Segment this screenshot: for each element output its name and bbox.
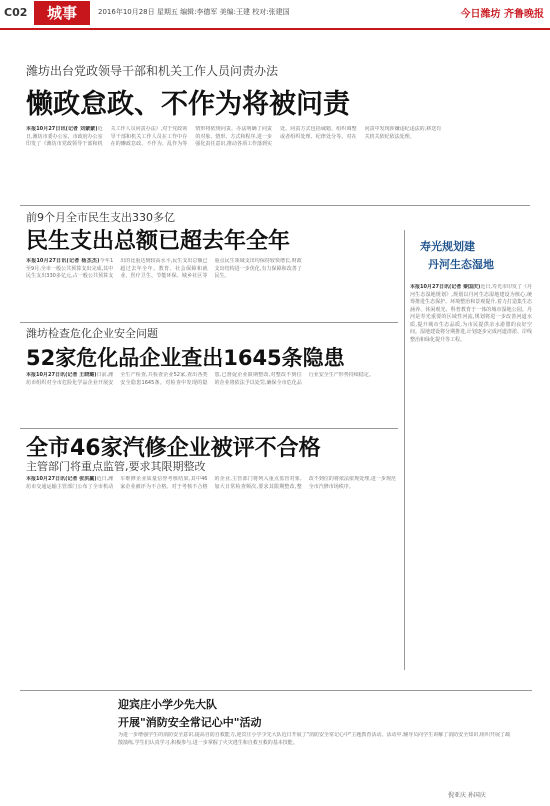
section-label: 城事 [34,1,90,25]
edition-meta: 2016年10月28日 星期五 编辑:李德军 美编:王建 校对:张建国 [98,8,290,16]
sidebar2-title-b: 开展"消防安全常记心中"活动 [118,716,262,729]
article2-kicker: 前9个月全市民生支出330多亿 [26,211,175,224]
article2-text: 今年1至9月,全市一般公共预算支出完成,其中民生支出330多亿元,占一般公共预算支出的比重达到较高水平,民生支出总额已超过去年全年。教育、社会保障和就业、医疗卫生、节能环保、城乡社区等重点民生领域支出均保持较快增长,财政支出结构进一步优化,有力保障和改善了民生。 [26,258,302,279]
article2-lead: 本报10月27日讯(记者 杨杰杰) [26,258,100,264]
article4-text: 近日,潍坊市交通运输主管部门公布了全市机动车维修企业质量信誉考核结果,其中46家企业被评为不合格。对于考核不合格的企业,主管部门将列入重点监管对象,加大日常检查频次,要求其限期整改,整改不到位的将依法依规处理,进一步规范全市汽修市场秩序。 [26,476,396,490]
divider [20,428,398,429]
article3-kicker: 潍坊检查危化企业安全问题 [26,327,158,340]
sidebar1-lead: 本报10月27日讯(记者 秦国庆) [410,284,481,290]
article1-lead: 本报10月27日讯(记者 刘蒙蒙) [26,126,98,132]
sidebar1-text: 近日,寿光市印发了《丹河生态湿地规划》,规划以丹河生态湿地建设为核心,统筹推进生态保护、环境整治和景观提升,着力打造集生态涵养、休闲观光、科普教育于一体的城市湿地公园。丹河是寿光重要的区域性河流,规划将进一步改善河道水质,提升城市生态品质,为市民提供亲水游憩的良好空间。湿地建设将分期推进,计划逐步完成河道清淤、岸线整治和绿化提升等工程。 [410,284,532,343]
byline: 倪亚庆 孙国庆 [448,792,486,799]
article4-subhead: 主管部门将重点监管,要求其限期整改 [26,460,206,473]
article3-headline: 52家危化品企业查出1645条隐患 [26,346,345,370]
article1-kicker: 潍坊出台党政领导干部和机关工作人员问责办法 [26,64,279,78]
sidebar1-title-a: 寿光规划建 [420,240,475,253]
article2-headline: 民生支出总额已超去年全年 [26,229,291,254]
article3-body [26,372,396,424]
article4-body [26,476,396,686]
sidebar2-body [118,732,510,786]
article3-lead: 本报10月27日讯(记者 王晓璐) [26,372,97,378]
column-divider [404,230,405,670]
sidebar1-title-b: 丹河生态湿地 [428,258,494,271]
article4-headline: 全市46家汽修企业被评不合格 [26,436,321,461]
newspaper-brand: 今日潍坊 齐鲁晚报 [460,9,544,20]
article4-lead: 本报10月27日讯(记者 张洪赢) [26,476,97,482]
page-number: C02 [4,6,28,19]
article3-text: 日前,潍坊市组织对全市危险化学品企业开展安全生产检查,共检查企业52家,查出各类安全隐患1645条。对检查中发现的隐患,已督促企业限期整改,对整改不到位的企业将依法予以处罚,确保全市危化品行业安全生产形势持续稳定。 [26,372,374,386]
divider [20,322,398,323]
sidebar2-title-a: 迎宾庄小学少先大队 [118,698,217,711]
sidebar1-body [410,284,532,668]
divider [20,690,532,691]
article1-text: 近日,潍坊市委办公室、市政府办公室印发了《潍坊市党政领导干部和机关工作人员问责办法》,对于党政领导干部和机关工作人员在工作中存在的懒政怠政、不作为、乱作为等情形将依规问责。办法明确了问责的对象、情形、方式和程序,进一步强化责任意识,推动各项工作落到实处。问责方式包括诫勉、组织调整或者组织处理、纪律处分等。对在问责中发现涉嫌违纪违法的,移送有关机关依纪依法处理。 [26,126,442,147]
divider [20,205,530,206]
article1-headline: 懒政怠政、不作为将被问责 [26,89,350,120]
sidebar2-text: 为进一步增强学生的消防安全意识,提高自防自救能力,迎宾庄小学少先大队近日开展了"消防安全常记心中"主题教育活动。活动中,辅导员向学生讲解了消防安全知识,组织开展了疏散演练,学生们认真学习,积极参与,进一步掌握了火灾逃生和自救互救的基本技能。 [118,732,510,746]
article1-body [26,126,526,168]
article2-body [26,258,396,318]
